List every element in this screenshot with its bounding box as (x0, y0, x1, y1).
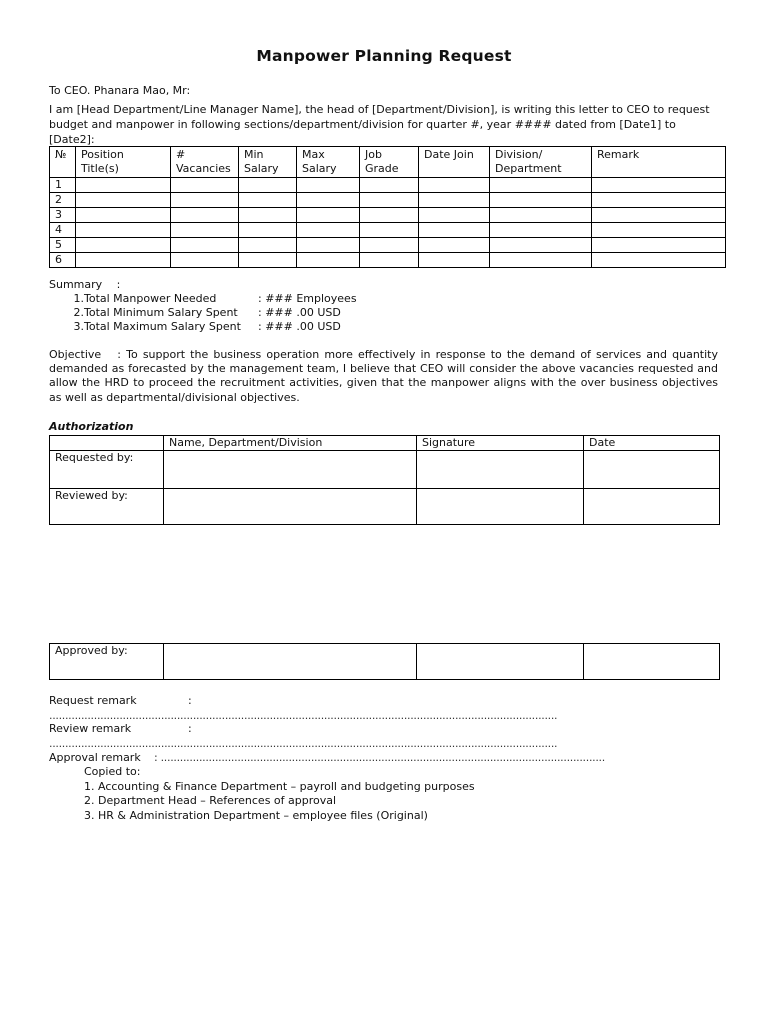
cell-min-salary[interactable] (239, 238, 297, 253)
summary-item (49, 306, 341, 320)
summary-item-number: 2. (73, 306, 84, 319)
cell-vacancies[interactable] (171, 253, 239, 268)
summary-item-value: : ### Employees (258, 292, 357, 305)
summary-item-label: Total Maximum Salary Spent (84, 320, 241, 333)
cell-job-grade[interactable] (360, 238, 419, 253)
table-row (50, 193, 726, 208)
header-max-salary: Max Salary (297, 147, 360, 178)
header-vacancies: # Vacancies (171, 147, 239, 178)
approval-remark-field[interactable]: : ........................................................................................................................................... (154, 751, 605, 764)
summary-item (49, 320, 341, 334)
cell-date-join[interactable] (419, 223, 490, 238)
table-row (50, 253, 726, 268)
approved-by-name-cell[interactable] (164, 644, 417, 680)
positions-header-row (50, 147, 726, 178)
summary-item-number: 3. (73, 320, 84, 333)
list-item: 1. Accounting & Finance Department – payroll and budgeting purposes (84, 779, 475, 793)
cell-job-grade[interactable] (360, 178, 419, 193)
requested-by-date-cell[interactable] (584, 451, 720, 489)
reviewed-by-signature-cell[interactable] (417, 489, 584, 525)
reviewed-by-row (50, 489, 720, 525)
row-number: 5 (50, 238, 76, 253)
cell-min-salary[interactable] (239, 193, 297, 208)
table-row (50, 238, 726, 253)
approval-remark-label: Approval remark (49, 751, 141, 764)
requested-by-label: Requested by: (50, 451, 164, 489)
requested-by-name-cell[interactable] (164, 451, 417, 489)
header-position-title: Position Title(s) (76, 147, 171, 178)
summary-item-value: : ### .00 USD (258, 306, 341, 319)
header-date-join: Date Join (419, 147, 490, 178)
cell-position-title[interactable] (76, 223, 171, 238)
cell-division[interactable] (490, 193, 592, 208)
summary-item-label: Total Manpower Needed (84, 292, 217, 305)
request-remark-label: Request remark (49, 694, 137, 707)
cell-max-salary[interactable] (297, 223, 360, 238)
cell-position-title[interactable] (76, 178, 171, 193)
cell-min-salary[interactable] (239, 178, 297, 193)
cell-position-title[interactable] (76, 238, 171, 253)
cell-division[interactable] (490, 238, 592, 253)
header-signature: Signature (417, 436, 584, 451)
approved-by-signature-cell[interactable] (417, 644, 584, 680)
review-remark-field[interactable]: ............................................................................................................................................................... (49, 737, 558, 750)
request-remark-colon: : (188, 694, 192, 707)
cell-date-join[interactable] (419, 253, 490, 268)
positions-table (49, 146, 726, 268)
summary-item-label: Total Minimum Salary Spent (84, 306, 238, 319)
summary-section (49, 278, 357, 334)
summary-item-value: : ### .00 USD (258, 320, 341, 333)
cell-remark[interactable] (592, 178, 726, 193)
cell-date-join[interactable] (419, 178, 490, 193)
requested-by-row (50, 451, 720, 489)
header-job-grade: Job Grade (360, 147, 419, 178)
approved-by-row (50, 644, 720, 680)
approval-table (49, 643, 720, 680)
cell-position-title[interactable] (76, 208, 171, 223)
cell-division[interactable] (490, 223, 592, 238)
review-remark-label: Review remark (49, 722, 132, 735)
document-title: Manpower Planning Request (256, 47, 512, 65)
cell-remark[interactable] (592, 238, 726, 253)
cell-position-title[interactable] (76, 193, 171, 208)
cell-max-salary[interactable] (297, 238, 360, 253)
header-min-salary: Min Salary (239, 147, 297, 178)
cell-min-salary[interactable] (239, 208, 297, 223)
authorization-header-row (50, 436, 720, 451)
cell-min-salary[interactable] (239, 223, 297, 238)
cell-position-title[interactable] (76, 253, 171, 268)
list-item: 2. Department Head – References of approval (84, 794, 337, 807)
cell-remark[interactable] (592, 193, 726, 208)
cell-max-salary[interactable] (297, 178, 360, 193)
cell-job-grade[interactable] (360, 223, 419, 238)
row-number: 1 (50, 178, 76, 193)
table-row (50, 208, 726, 223)
row-number: 4 (50, 223, 76, 238)
cell-vacancies[interactable] (171, 178, 239, 193)
reviewed-by-date-cell[interactable] (584, 489, 720, 525)
header-remark: Remark (592, 147, 726, 178)
copied-to-label: Copied to: (84, 765, 141, 778)
cell-date-join[interactable] (419, 208, 490, 223)
cell-min-salary[interactable] (239, 253, 297, 268)
cell-max-salary[interactable] (297, 253, 360, 268)
cell-vacancies[interactable] (171, 223, 239, 238)
reviewed-by-name-cell[interactable] (164, 489, 417, 525)
cell-remark[interactable] (592, 223, 726, 238)
request-remark-field[interactable]: ............................................................................................................................................................... (49, 709, 558, 722)
row-number: 2 (50, 193, 76, 208)
row-number: 6 (50, 253, 76, 268)
review-remark-colon: : (188, 722, 192, 735)
cell-job-grade[interactable] (360, 208, 419, 223)
cell-job-grade[interactable] (360, 193, 419, 208)
intro-paragraph: I am [Head Department/Line Manager Name], the head of [Department/Division], is writing this letter to CEO to request budget and manpower in following sections/department/division for quarter #, year #### dated from [Date1] to [Date2]: (49, 103, 710, 146)
authorization-table (49, 435, 720, 525)
approved-by-date-cell[interactable] (584, 644, 720, 680)
requested-by-signature-cell[interactable] (417, 451, 584, 489)
reviewed-by-label: Reviewed by: (50, 489, 164, 525)
header-blank (50, 436, 164, 451)
header-name-department: Name, Department/Division (164, 436, 417, 451)
cell-max-salary[interactable] (297, 208, 360, 223)
summary-label: Summary : (49, 278, 121, 291)
table-row (50, 223, 726, 238)
list-item: 3. HR & Administration Department – employee files (Original) (84, 808, 428, 822)
objective-paragraph: Objective : To support the business operation more effectively in response to the demand of services and quantity demanded as forecasted by the management team, I believe that CEO will consider the above vacancies requested and allow the HRD to proceed the recruitment activities, given that the manpower aligns with the over business objectives as well as departmental/divisional objectives. (49, 348, 718, 404)
cell-max-salary[interactable] (297, 193, 360, 208)
summary-item-number: 1. (73, 292, 84, 305)
table-row (50, 178, 726, 193)
row-number: 3 (50, 208, 76, 223)
approved-by-label: Approved by: (50, 644, 164, 680)
cell-vacancies[interactable] (171, 193, 239, 208)
cell-job-grade[interactable] (360, 253, 419, 268)
copied-to-section (84, 765, 475, 823)
header-date: Date (584, 436, 720, 451)
cell-remark[interactable] (592, 253, 726, 268)
cell-vacancies[interactable] (171, 208, 239, 223)
cell-division[interactable] (490, 178, 592, 193)
summary-item (49, 292, 357, 306)
addressee-line: To CEO. Phanara Mao, Mr: (49, 84, 191, 97)
header-division-department: Division/ Department (490, 147, 592, 178)
authorization-heading: Authorization (49, 420, 134, 433)
cell-division[interactable] (490, 253, 592, 268)
cell-division[interactable] (490, 208, 592, 223)
header-number: № (50, 147, 76, 178)
cell-date-join[interactable] (419, 193, 490, 208)
cell-vacancies[interactable] (171, 238, 239, 253)
cell-date-join[interactable] (419, 238, 490, 253)
cell-remark[interactable] (592, 208, 726, 223)
